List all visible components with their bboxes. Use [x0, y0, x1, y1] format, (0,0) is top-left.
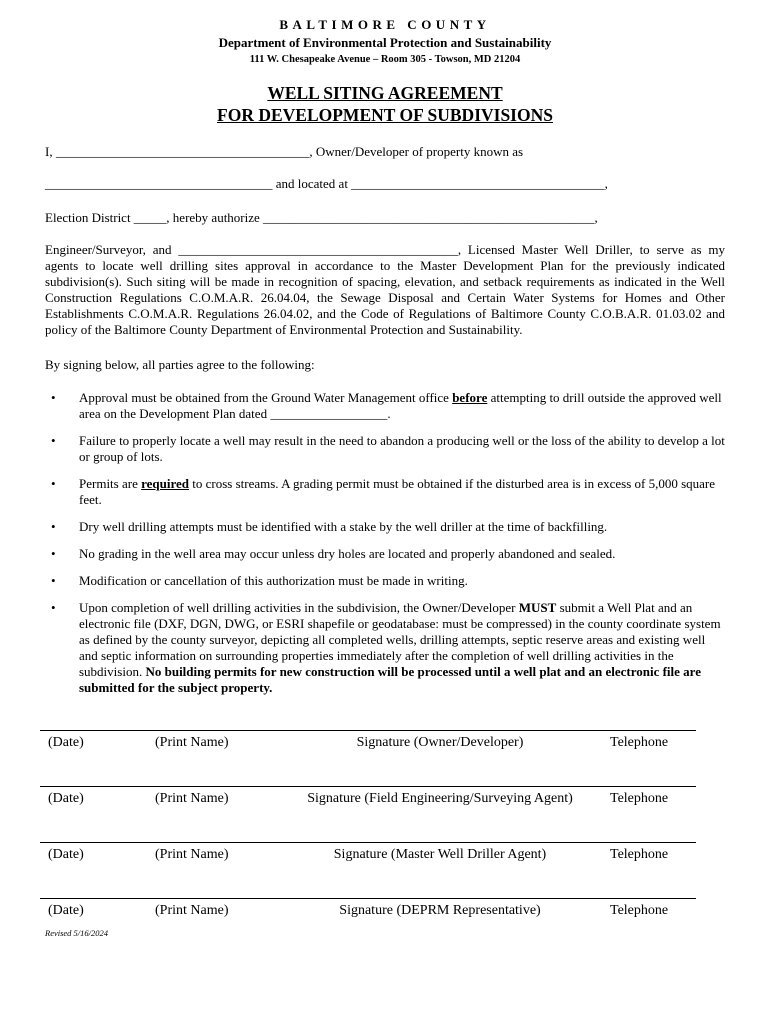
- condition-item: [45, 546, 725, 562]
- bullet-icon: •: [51, 600, 56, 615]
- department-address: 111 W. Chesapeake Avenue – Room 305 - Towson, MD 21204: [249, 54, 521, 65]
- condition-item: [45, 433, 725, 465]
- signature-row: [40, 730, 696, 786]
- print-name-label: (Print Name): [155, 847, 229, 862]
- condition-item: [45, 600, 725, 696]
- bullet-icon: •: [51, 573, 56, 588]
- condition-text: attempting to drill outside the approved well area on the Development Plan dated __________________.: [79, 390, 722, 421]
- telephone-label: Telephone: [610, 847, 669, 862]
- signature-label: Signature (Master Well Driller Agent): [333, 847, 547, 862]
- bullet-icon: •: [51, 519, 56, 534]
- letterhead: [0, 16, 770, 67]
- conditions-list: [45, 390, 725, 707]
- condition-text: Dry well drilling attempts must be identified with a stake by the well driller at the time of backfilling.: [79, 519, 608, 534]
- telephone-label: Telephone: [610, 903, 669, 918]
- condition-emphasis: No building permits for new construction will be processed until a well plat and an electronic file are submitted for the subject property.: [79, 664, 701, 695]
- property-location-line: ___________________________________ and located at _______________________________________,: [45, 176, 608, 191]
- date-label: (Date): [48, 847, 84, 862]
- condition-item: [45, 390, 725, 422]
- condition-item: [45, 476, 725, 508]
- signature-row: [40, 842, 696, 898]
- signature-row: [40, 786, 696, 842]
- election-district-line: Election District _____, hereby authorize ___________________________________________________,: [45, 210, 598, 225]
- signature-label: Signature (DEPRM Representative): [339, 903, 541, 918]
- condition-emphasis: required: [141, 476, 190, 491]
- condition-text: Permits are: [79, 476, 142, 491]
- print-name-label: (Print Name): [155, 903, 229, 918]
- date-label: (Date): [48, 791, 84, 806]
- agreement-intro: By signing below, all parties agree to the following:: [45, 357, 315, 372]
- print-name-label: (Print Name): [155, 791, 229, 806]
- owner-developer-line: I, _______________________________________, Owner/Developer of property known as: [45, 144, 524, 159]
- telephone-label: Telephone: [610, 791, 669, 806]
- department-name: Department of Environmental Protection and Sustainability: [218, 35, 552, 50]
- condition-text: Approval must be obtained from the Ground Water Management office: [79, 390, 453, 405]
- date-label: (Date): [48, 735, 84, 750]
- bullet-icon: •: [51, 433, 56, 448]
- condition-text: submit a Well Plat and an electronic file (DXF, DGN, DWG, or ESRI shapefile or geodatabase: must be compressed) in the county coordinate system as defined by the county surveyor, depicting all completed wells, drilling attempts, septic reserve areas and existing well and septic information on surrounding properties immediately after the completion of well drilling activities in the subdivision.: [79, 600, 721, 679]
- authorization-paragraph: Engineer/Surveyor, and ___________________________________________, Licensed Master Well Driller, to serve as my agents to locate well drilling sites approval in accordance to the Master Development Plan for the previously indicated subdivision(s). Such siting will be made in recognition of spacing, elevation, and setback requirements as indicated in the Well Construction Regulations C.O.M.A.R. 26.04.04, the Sewage Disposal and Certain Water Systems for Homes and Other Establishments C.O.M.A.R. Regulations 26.04.02, and the Code of Regulations of Baltimore County C.O.B.A.R. 01.03.02 and policy of the Baltimore County Department of Environmental Protection and Sustainability.: [45, 242, 725, 337]
- signature-label: Signature (Field Engineering/Surveying Agent): [307, 791, 573, 806]
- condition-emphasis: before: [452, 390, 488, 405]
- signature-block: [40, 730, 696, 954]
- condition-text: Modification or cancellation of this authorization must be made in writing.: [79, 573, 468, 588]
- bullet-icon: •: [51, 390, 56, 405]
- bullet-icon: •: [51, 476, 56, 491]
- date-label: (Date): [48, 903, 84, 918]
- condition-text: Upon completion of well drilling activities in the subdivision, the Owner/Developer: [79, 600, 519, 615]
- signature-label: Signature (Owner/Developer): [356, 735, 524, 750]
- title-line-2: FOR DEVELOPMENT OF SUBDIVISIONS: [217, 105, 553, 125]
- telephone-label: Telephone: [610, 735, 669, 750]
- document-title: [0, 82, 770, 126]
- condition-text: Failure to properly locate a well may result in the need to abandon a producing well or the loss of the ability to develop a lot or group of lots.: [79, 433, 725, 464]
- print-name-label: (Print Name): [155, 735, 229, 750]
- bullet-icon: •: [51, 546, 56, 561]
- condition-item: [45, 519, 725, 535]
- title-line-1: WELL SITING AGREEMENT: [267, 83, 503, 103]
- county-name: BALTIMORE COUNTY: [279, 17, 491, 32]
- condition-emphasis: MUST: [518, 600, 557, 615]
- revision-date: Revised 5/16/2024: [45, 928, 109, 938]
- condition-text: No grading in the well area may occur unless dry holes are located and properly abandoned and sealed.: [79, 546, 616, 561]
- signature-row: [40, 898, 696, 954]
- condition-text: to cross streams. A grading permit must be obtained if the disturbed area is in excess of 5,000 square feet.: [79, 476, 716, 507]
- condition-item: [45, 573, 725, 589]
